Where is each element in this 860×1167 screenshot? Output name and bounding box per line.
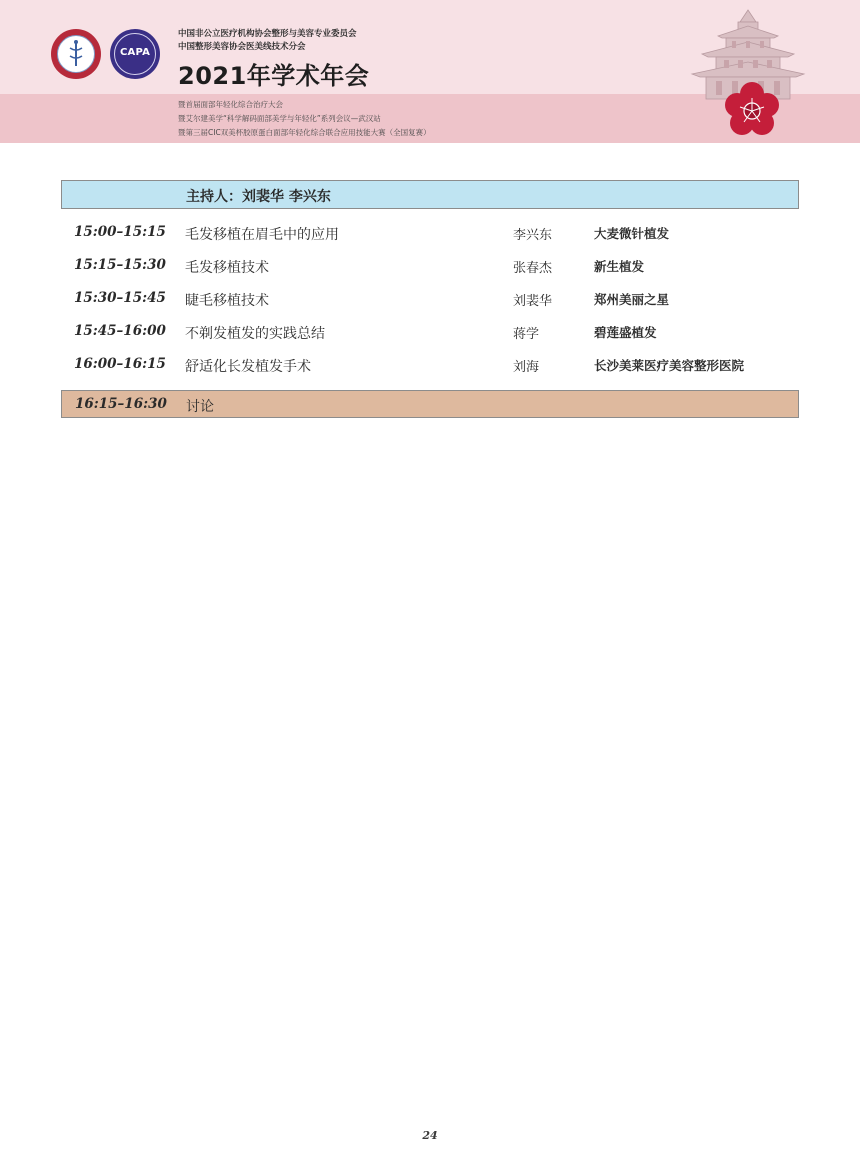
- talk-institution: 碧莲盛植发: [594, 325, 657, 340]
- subtitle-line-1: 暨首届面部年轻化综合治疗大会: [178, 100, 283, 109]
- capa-logo-text: CAPA: [119, 47, 151, 58]
- talk-speaker: 李兴东: [513, 228, 553, 243]
- talk-row: [61, 290, 799, 314]
- discussion-bar: [61, 390, 799, 418]
- discussion-time: 16:15–16:30: [75, 396, 167, 412]
- discussion-topic: 讨论: [186, 399, 214, 415]
- talk-row: [61, 323, 799, 347]
- talk-topic: 舒适化长发植发手术: [185, 359, 311, 375]
- talk-institution: 长沙美莱医疗美容整形医院: [594, 358, 745, 373]
- moderator-label: 主持人：刘裴华 李兴东: [186, 189, 331, 205]
- subtitle-line-3: 暨第三届CIC双美杯胶原蛋白面部年轻化综合联合应用技能大赛（全国复赛）: [178, 128, 431, 137]
- talk-topic: 睫毛移植技术: [185, 293, 269, 309]
- subtitle-line-2: 暨艾尔建美学“科学解码面部美学与年轻化”系列会议—武汉站: [178, 114, 381, 123]
- talk-topic: 毛发移植在眉毛中的应用: [185, 227, 339, 243]
- talk-time: 15:15–15:30: [74, 257, 166, 273]
- talk-row: [61, 257, 799, 281]
- moderator-bar: [61, 180, 799, 209]
- talk-speaker: 张春杰: [513, 261, 553, 276]
- talk-time: 16:00–16:15: [74, 356, 166, 372]
- cnmia-logo: [51, 29, 101, 79]
- talk-time: 15:30–15:45: [74, 290, 166, 306]
- talk-time: 15:00–15:15: [74, 224, 166, 240]
- talk-topic: 毛发移植技术: [185, 260, 269, 276]
- talk-row: [61, 224, 799, 248]
- caduceus-icon: [58, 36, 94, 72]
- conference-title: 2021年学术年会: [178, 62, 370, 90]
- talk-time: 15:45–16:00: [74, 323, 166, 339]
- plum-blossom-icon: [722, 80, 782, 140]
- talk-institution: 郑州美丽之星: [594, 292, 670, 307]
- page-number: 24: [422, 1129, 438, 1142]
- organizer-line-1: 中国非公立医疗机构协会整形与美容专业委员会: [178, 29, 357, 39]
- talk-speaker: 蒋学: [513, 327, 540, 342]
- talk-topic: 不剃发植发的实践总结: [185, 326, 325, 342]
- talk-row: [61, 356, 799, 380]
- talk-institution: 新生植发: [594, 259, 645, 274]
- talk-institution: 大麦微针植发: [594, 226, 670, 241]
- organizer-line-2: 中国整形美容协会医美线技术分会: [178, 42, 306, 52]
- talk-speaker: 刘海: [513, 360, 540, 375]
- talk-speaker: 刘裴华: [513, 294, 553, 309]
- capa-logo: [110, 29, 160, 79]
